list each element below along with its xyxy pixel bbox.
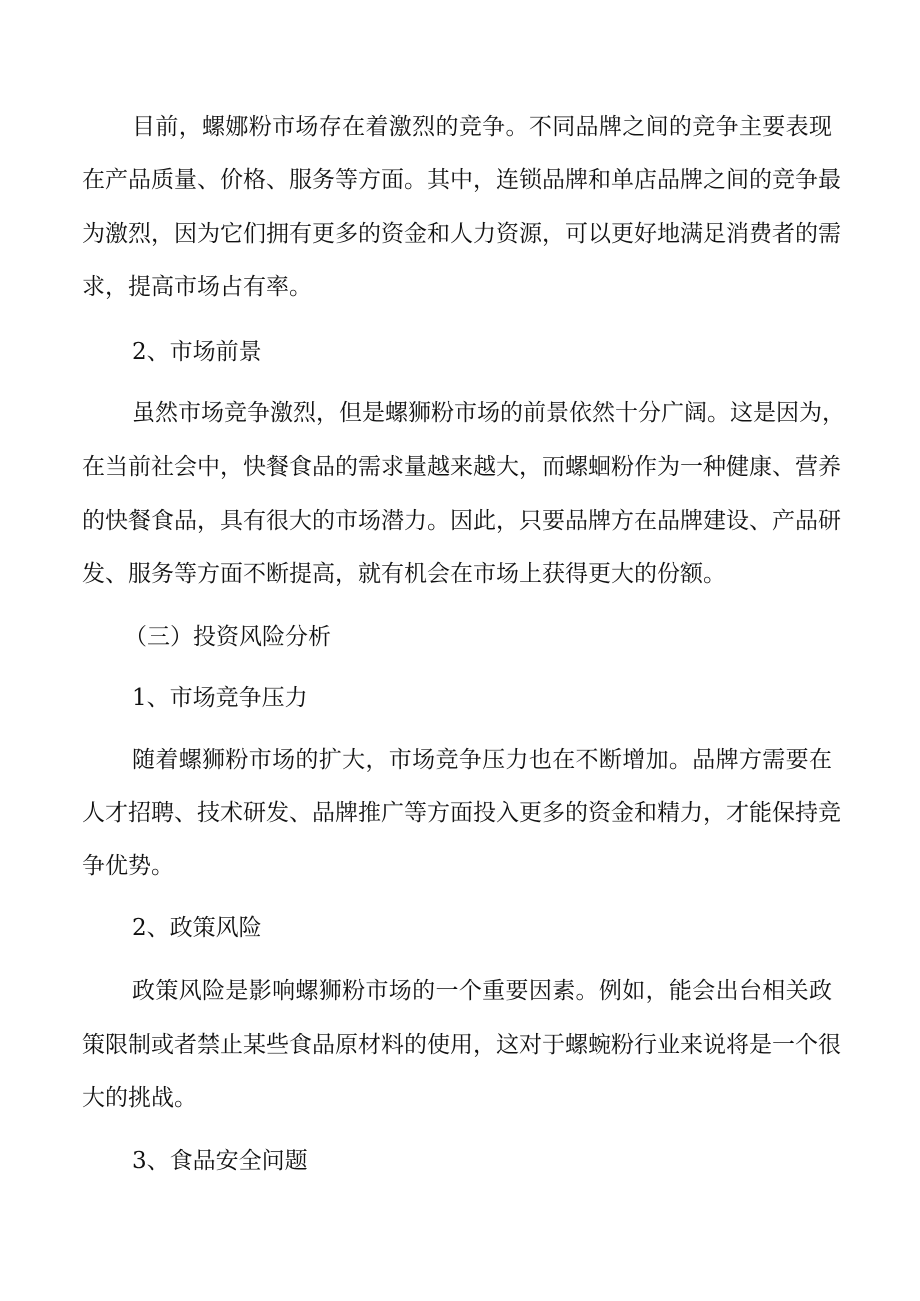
paragraph-line: 人才招聘、技术研发、品牌推广等方面投入更多的资金和精力，才能保持竞 [82, 800, 841, 826]
paragraph-line: 争优势。 [82, 853, 174, 879]
paragraph-line: 的快餐食品，具有很大的市场潜力。因此，只要品牌方在品牌建设、产品研 [82, 508, 841, 534]
paragraph-line: 大的挑战。 [82, 1085, 197, 1111]
section-heading-market-outlook: 2、市场前景 [132, 339, 262, 365]
paragraph-line: 为激烈，因为它们拥有更多的资金和人力资源，可以更好地满足消费者的需 [82, 221, 841, 247]
paragraph-line: 在产品质量、价格、服务等方面。其中，连锁品牌和单店品牌之间的竞争最 [82, 167, 841, 193]
paragraph-line: 政策风险是影响螺狮粉市场的一个重要因素。例如，能会出台相关政 [132, 978, 832, 1004]
paragraph-line: 虽然市场竞争激烈，但是螺狮粉市场的前景依然十分广阔。这是因为， [132, 400, 845, 426]
paragraph-line: 发、服务等方面不断提高，就有机会在市场上获得更大的份额。 [82, 561, 726, 587]
paragraph-line: 在当前社会中，快餐食品的需求量越来越大，而螺蛔粉作为一种健康、营养 [82, 454, 841, 480]
paragraph-line: 随着螺狮粉市场的扩大，市场竞争压力也在不断增加。品牌方需要在 [132, 747, 832, 773]
subsection-heading-food-safety: 3、食品安全问题 [132, 1148, 308, 1174]
subsection-heading-competition-pressure: 1、市场竞争压力 [132, 685, 308, 711]
paragraph-line: 求，提高市场占有率。 [82, 274, 312, 300]
paragraph-line: 策限制或者禁止某些食品原材料的使用，这对于螺蜿粉行业来说将是一个很 [82, 1032, 841, 1058]
subsection-heading-policy-risk: 2、政策风险 [132, 915, 262, 941]
paragraph-line: 目前，螺娜粉市场存在着激烈的竞争。不同品牌之间的竞争主要表现 [132, 114, 832, 140]
section-heading-investment-risk: （三）投资风险分析 [124, 624, 331, 650]
